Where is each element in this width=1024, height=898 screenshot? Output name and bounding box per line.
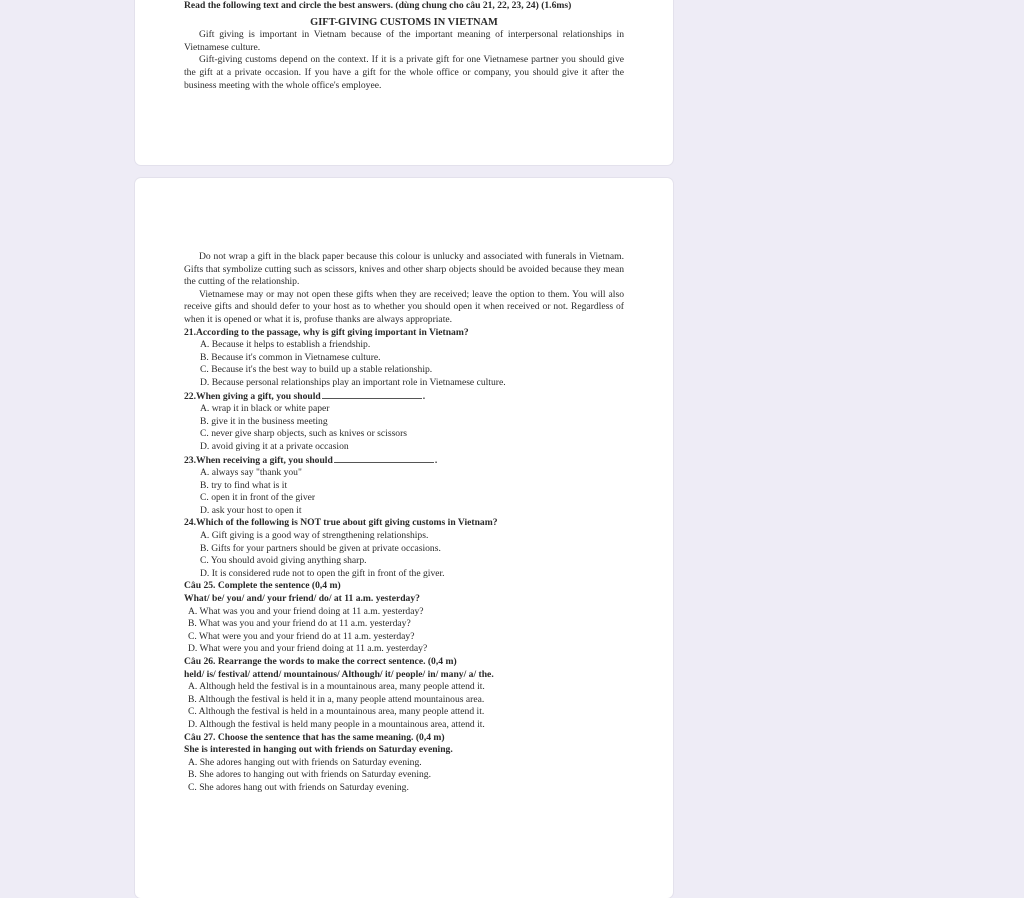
q21-option-d: D. Because personal relationships play an important role in Vietnamese culture. (200, 376, 506, 388)
q26-stem: held/ is/ festival/ attend/ mountainous/ Although/ it/ people/ in/ many/ a/ the. (184, 668, 494, 680)
passage-paragraph-4: Vietnamese may or may not open these gifts when they are received; leave the option to them. You will also receive gifts and should defer to your host as to whether you should open it when received or not. Regardless of when it is opened or what it is, profuse thanks are always appropriate. (184, 288, 624, 325)
q22-option-c: C. never give sharp objects, such as knives or scissors (200, 428, 408, 440)
passage-paragraph-3: Do not wrap a gift in the black paper because this colour is unlucky and associated with funerals in Vietnam. Gifts that symbolize cutting such as scissors, knives and other sharp objects should be avoided because they mean the cutting of the relationship. (184, 251, 624, 288)
passage-title: GIFT-GIVING CUSTOMS IN VIETNAM (310, 16, 498, 28)
q27-option-b: B. She adores to hanging out with friends on Saturday evening. (188, 769, 432, 781)
q22-option-b: B. give it in the business meeting (200, 415, 328, 427)
q23-option-d: D. ask your host to open it (200, 504, 302, 516)
q27-stem: She is interested in hanging out with friends on Saturday evening. (184, 744, 453, 756)
passage-paragraph-1: Gift giving is important in Vietnam because of the important meaning of interpersonal relationships in Vietnamese culture. (184, 29, 624, 53)
q21-option-c: C. Because it's the best way to build up a stable relationship. (200, 364, 433, 376)
q26-option-b: B. Although the festival is held it in a, many people attend mountainous area. (188, 693, 485, 705)
q25-option-a: A. What was you and your friend doing at 11 a.m. yesterday? (188, 605, 424, 617)
page-1-content (184, 0, 624, 92)
q23-option-c: C. open it in front of the giver (200, 492, 316, 504)
document-page-1 (135, 0, 673, 165)
question-23-row: 23.When receiving a gift, you should . (184, 454, 438, 466)
q22-option-d: D. avoid giving it at a private occasion (200, 440, 349, 452)
q26-option-c: C. Although the festival is held in a mountainous area, many people attend it. (188, 706, 485, 718)
q21-option-b: B. Because it's common in Vietnamese culture. (200, 351, 381, 363)
question-22: 22.When giving a gift, you should (184, 390, 321, 402)
answer-blank (334, 454, 434, 463)
q22-option-a: A. wrap it in black or white paper (200, 403, 330, 415)
question-24: 24.Which of the following is NOT true about gift giving customs in Vietnam? (184, 517, 498, 529)
q25-stem: What/ be/ you/ and/ your friend/ do/ at 11 a.m. yesterday? (184, 593, 420, 605)
instruction: Read the following text and circle the best answers. (dùng chung cho câu 21, 22, 23, 24) (1.6ms) (184, 0, 572, 11)
document-page-2 (135, 178, 673, 898)
passage-paragraph-2: Gift-giving customs depend on the context. If it is a private gift for one Vietnamese partner you should give the gift at a private occasion. If you have a gift for the whole office or company, you should give it after the business meeting with the whole office's employee. (184, 54, 624, 91)
answer-blank (322, 390, 422, 399)
q27-option-c: C. She adores hang out with friends on Saturday evening. (188, 781, 409, 793)
q26-option-a: A. Although held the festival is in a mountainous area, many people attend it. (188, 681, 485, 693)
q24-option-a: A. Gift giving is a good way of strengthening relationships. (200, 530, 429, 542)
q26-option-d: D. Although the festival is held many people in a mountainous area, attend it. (188, 718, 485, 730)
q23-option-b: B. try to find what is it (200, 479, 288, 491)
question-26: Câu 26. Rearrange the words to make the correct sentence. (0,4 m) (184, 656, 457, 667)
question-23: 23.When receiving a gift, you should (184, 454, 333, 466)
q24-option-b: B. Gifts for your partners should be given at private occasions. (200, 542, 441, 554)
q25-option-c: C. What were you and your friend do at 11 a.m. yesterday? (188, 630, 415, 642)
question-27: Câu 27. Choose the sentence that has the same meaning. (0,4 m) (184, 731, 445, 743)
q25-option-d: D. What were you and your friend doing at 11 a.m. yesterday? (188, 643, 428, 655)
q21-option-a: A. Because it helps to establish a friendship. (200, 339, 371, 351)
q24-option-c: C. You should avoid giving anything sharp. (200, 555, 367, 567)
question-25: Câu 25. Complete the sentence (0,4 m) (184, 580, 341, 592)
question-21: 21.According to the passage, why is gift giving important in Vietnam? (184, 326, 469, 338)
page-2-content (184, 251, 624, 795)
q27-option-a: A. She adores hanging out with friends on Saturday evening. (188, 756, 422, 768)
question-22-row: 22.When giving a gift, you should . (184, 390, 426, 402)
q23-option-a: A. always say "thank you" (200, 467, 302, 479)
q25-option-b: B. What was you and your friend do at 11 a.m. yesterday? (188, 618, 411, 630)
q24-option-d: D. It is considered rude not to open the gift in front of the giver. (200, 567, 445, 579)
